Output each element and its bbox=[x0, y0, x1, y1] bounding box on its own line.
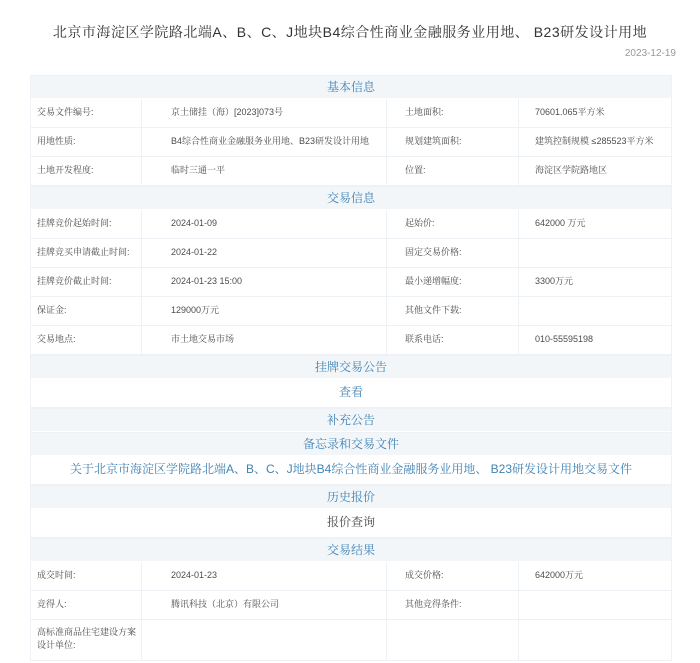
section-header-supplement-notice: 补充公告 bbox=[31, 408, 671, 432]
section-header-trade-info: 交易信息 bbox=[31, 186, 671, 210]
table-row bbox=[31, 456, 671, 485]
field-value: 2024-01-23 bbox=[141, 562, 386, 590]
field-label: 竞得人: bbox=[37, 599, 67, 609]
table-row bbox=[31, 128, 671, 157]
field-value: 海淀区学院路地区 bbox=[518, 157, 673, 185]
field-value bbox=[518, 297, 673, 325]
field-label: 最小递增幅度: bbox=[386, 268, 518, 296]
field-label: 起始价: bbox=[386, 210, 518, 238]
field-value: 2024-01-23 15:00 bbox=[141, 268, 386, 296]
field-label: 挂牌竞价截止时间: bbox=[37, 276, 112, 286]
field-label: 联系电话: bbox=[386, 326, 518, 354]
table-row bbox=[31, 326, 671, 355]
publish-date: 2023-12-19 bbox=[624, 48, 676, 59]
field-label: 位置: bbox=[386, 157, 518, 185]
field-value: 2024-01-22 bbox=[141, 239, 386, 267]
field-value: 70601.065平方米 bbox=[518, 99, 673, 127]
field-value: 642000 万元 bbox=[518, 210, 673, 238]
table-row bbox=[31, 210, 671, 239]
field-label: 交易地点: bbox=[37, 334, 76, 344]
page-title: 北京市海淀区学院路北端A、B、C、J地块B4综合性商业金融服务业用地、 B23研发设计用地 bbox=[52, 24, 648, 40]
table-row bbox=[31, 562, 671, 591]
section-header-trade-result: 交易结果 bbox=[31, 538, 671, 562]
field-label: 固定交易价格: bbox=[386, 239, 518, 267]
field-value: B4综合性商业金融服务业用地、B23研发设计用地 bbox=[141, 128, 386, 156]
field-value: 临时三通一平 bbox=[141, 157, 386, 185]
section-header-basic-info: 基本信息 bbox=[31, 76, 671, 99]
table-row bbox=[31, 620, 671, 660]
table-row bbox=[31, 591, 671, 620]
field-value: 京土储挂（海）[2023]073号 bbox=[141, 99, 386, 127]
field-label: 土地面积: bbox=[386, 99, 518, 127]
page bbox=[0, 24, 700, 661]
section-header-history-quotes: 历史报价 bbox=[31, 485, 671, 509]
land-transaction-table bbox=[30, 75, 672, 661]
field-label: 挂牌竞价起始时间: bbox=[37, 218, 112, 228]
table-row bbox=[31, 157, 671, 186]
table-row bbox=[31, 379, 671, 408]
field-label: 高标准商品住宅建设方案设计单位: bbox=[37, 627, 137, 650]
field-label: 成交价格: bbox=[386, 562, 518, 590]
field-value: 建筑控制规模 ≤285523平方米 bbox=[518, 128, 673, 156]
field-value bbox=[518, 239, 673, 267]
table-row bbox=[31, 268, 671, 297]
table-row bbox=[31, 297, 671, 326]
view-link[interactable]: 查看 bbox=[338, 385, 363, 399]
field-label: 其他文件下载: bbox=[386, 297, 518, 325]
table-row bbox=[31, 99, 671, 128]
table-row bbox=[31, 239, 671, 268]
field-value: 642000万元 bbox=[518, 562, 673, 590]
field-value: 市土地交易市场 bbox=[141, 326, 386, 354]
field-value bbox=[141, 620, 386, 660]
section-header-listing-notice: 挂牌交易公告 bbox=[31, 355, 671, 379]
field-value: 2024-01-09 bbox=[141, 210, 386, 238]
field-label: 其他竞得条件: bbox=[386, 591, 518, 619]
price-query-text: 报价查询 bbox=[326, 515, 375, 529]
field-value: 腾讯科技（北京）有限公司 bbox=[141, 591, 386, 619]
table-row bbox=[31, 509, 671, 538]
field-label: 保证金: bbox=[37, 305, 67, 315]
transaction-file-link[interactable]: 关于北京市海淀区学院路北端A、B、C、J地块B4综合性商业金融服务业用地、 B23研发设计用地交易文件 bbox=[69, 462, 633, 476]
field-label: 交易文件编号: bbox=[37, 107, 94, 117]
field-value bbox=[518, 620, 673, 660]
field-label: 挂牌竞买申请截止时间: bbox=[37, 247, 130, 257]
field-label bbox=[386, 620, 518, 660]
field-label: 土地开发程度: bbox=[37, 165, 94, 175]
field-label: 用地性质: bbox=[37, 136, 76, 146]
field-value bbox=[518, 591, 673, 619]
field-label: 成交时间: bbox=[37, 570, 76, 580]
section-header-memo-files: 备忘录和交易文件 bbox=[31, 432, 671, 456]
field-value: 129000万元 bbox=[141, 297, 386, 325]
field-label: 规划建筑面积: bbox=[386, 128, 518, 156]
field-value: 010-55595198 bbox=[518, 326, 673, 354]
field-value: 3300万元 bbox=[518, 268, 673, 296]
